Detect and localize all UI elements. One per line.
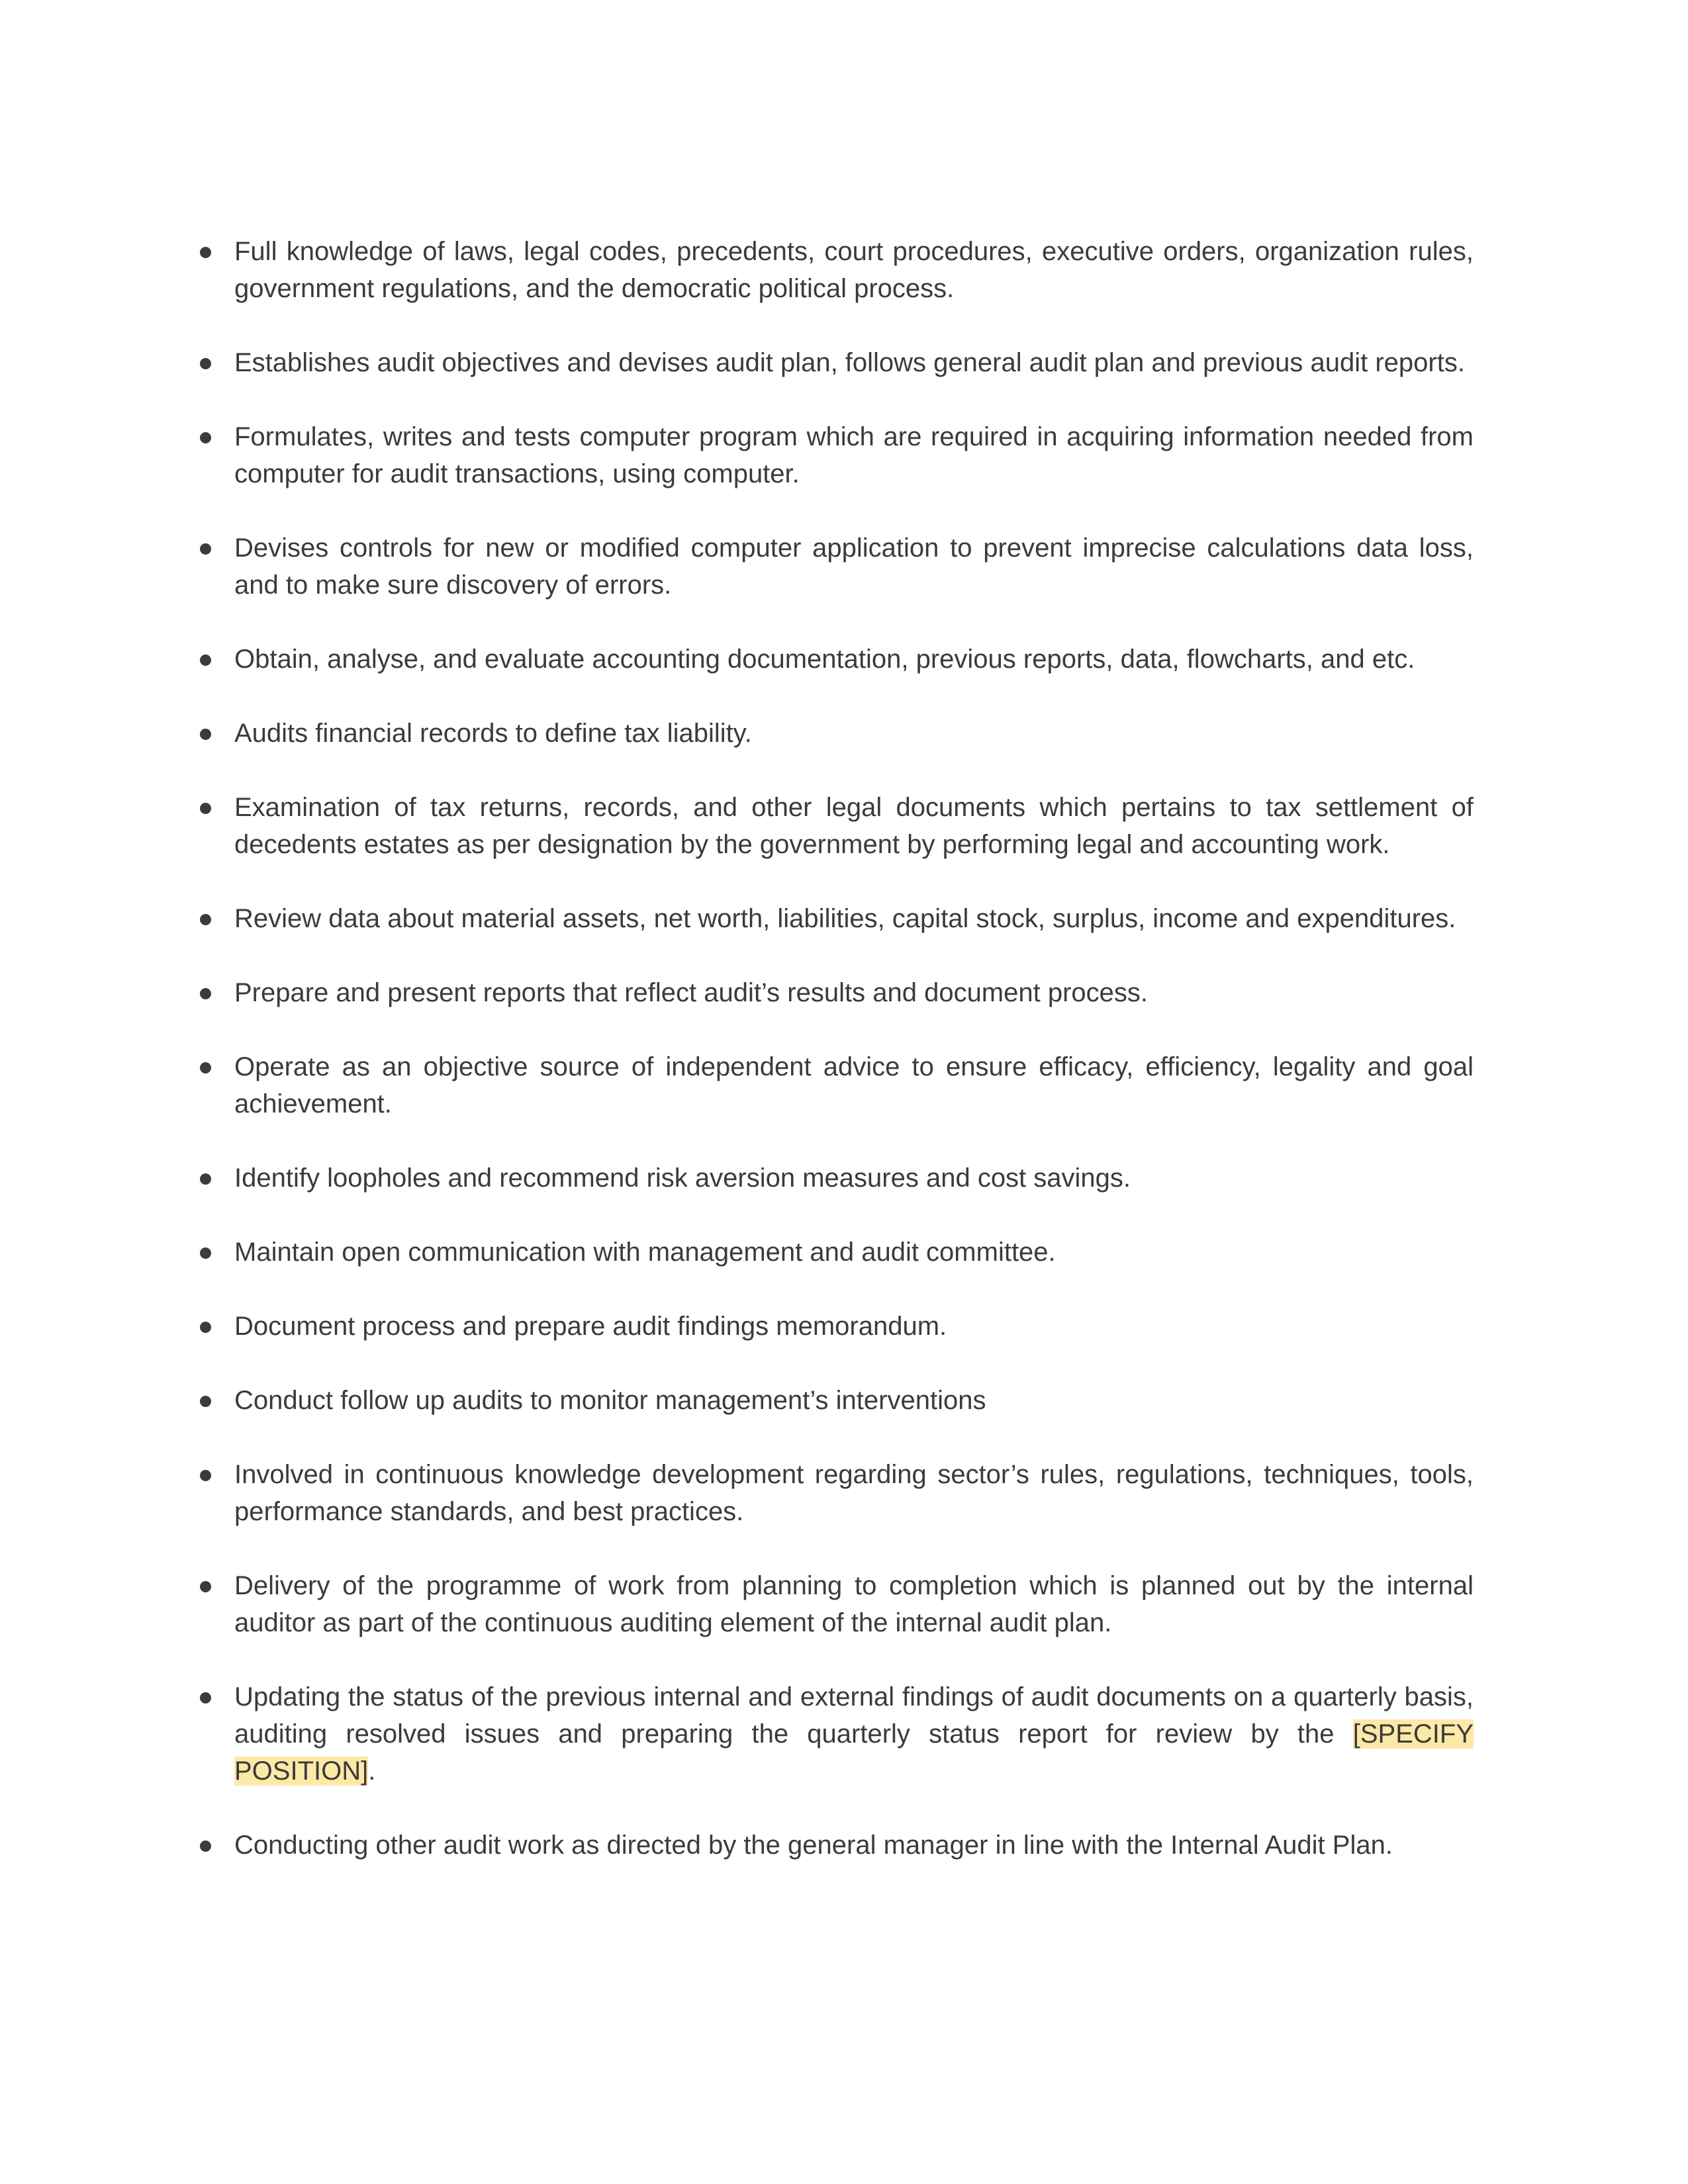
bullet-icon — [200, 1322, 211, 1333]
list-item-text: Full knowledge of laws, legal codes, precedents, court procedures, executive orders, organization rules, government regulations, and the democratic political process. — [234, 237, 1474, 303]
list-item-text: Obtain, analyse, and evaluate accounting documentation, previous reports, data, flowcharts, and etc. — [234, 645, 1415, 674]
bullet-icon — [200, 1062, 211, 1073]
bullet-icon — [200, 247, 211, 258]
list-item — [234, 1234, 1474, 1271]
list-item-text: Examination of tax returns, records, and other legal documents which pertains to tax settlement of decedents estates as per designation by the government by performing legal and accounting work. — [234, 793, 1474, 859]
list-item-text: Establishes audit objectives and devises audit plan, follows general audit plan and previous audit reports. — [234, 348, 1465, 377]
list-item-text: Maintain open communication with management and audit committee. — [234, 1238, 1056, 1267]
bullet-icon — [200, 1581, 211, 1592]
list-item-text: Delivery of the programme of work from planning to completion which is planned out by the internal auditor as part of the continuous auditing element of the internal audit plan. — [234, 1571, 1474, 1637]
bullet-icon — [200, 1841, 211, 1852]
bullet-icon — [200, 655, 211, 666]
list-item-text: Review data about material assets, net worth, liabilities, capital stock, surplus, income and expenditures. — [234, 904, 1456, 933]
list-item-text: Formulates, writes and tests computer program which are required in acquiring information needed from computer for audit transactions, using computer. — [234, 422, 1474, 488]
list-item — [234, 1160, 1474, 1197]
bullet-icon — [200, 1692, 211, 1704]
bullet-icon — [200, 1470, 211, 1481]
bullet-icon — [200, 432, 211, 443]
list-item — [234, 641, 1474, 678]
list-item-text: Operate as an objective source of independent advice to ensure efficacy, efficiency, legality and goal achievement. — [234, 1052, 1474, 1118]
list-item — [234, 344, 1474, 381]
list-item-text: Conducting other audit work as directed by the general manager in line with the Internal Audit Plan. — [234, 1831, 1393, 1860]
list-item — [234, 1678, 1474, 1790]
list-item — [234, 1456, 1474, 1530]
list-item-text: Devises controls for new or modified computer application to prevent imprecise calculations data loss, and to make sure discovery of errors. — [234, 533, 1474, 600]
bullet-icon — [200, 729, 211, 740]
list-item — [234, 974, 1474, 1011]
list-item — [234, 715, 1474, 752]
list-item-text-end: . — [368, 1756, 376, 1786]
bullet-icon — [200, 1248, 211, 1259]
bullet-icon — [200, 543, 211, 555]
list-item — [234, 529, 1474, 604]
list-item-text: Document process and prepare audit findings memorandum. — [234, 1312, 947, 1341]
list-item — [234, 418, 1474, 492]
list-item — [234, 789, 1474, 863]
bullet-icon — [200, 803, 211, 814]
list-item-text: Identify loopholes and recommend risk aversion measures and cost savings. — [234, 1163, 1131, 1193]
list-item — [234, 1827, 1474, 1864]
bullet-icon — [200, 988, 211, 999]
bullet-icon — [200, 914, 211, 925]
list-item-text: Updating the status of the previous internal and external findings of audit documents on a quarterly basis, auditing resolved issues and preparing the quarterly status report for review by the — [234, 1682, 1474, 1749]
list-item — [234, 1048, 1474, 1122]
bullet-icon — [200, 358, 211, 369]
list-item-text: Audits financial records to define tax liability. — [234, 719, 752, 748]
list-item — [234, 1567, 1474, 1641]
list-item — [234, 900, 1474, 937]
specify-position-placeholder: [SPECIFY POSITION] — [234, 1719, 1474, 1786]
bullet-icon — [200, 1173, 211, 1185]
list-item-text: Conduct follow up audits to monitor management’s interventions — [234, 1386, 986, 1415]
list-item-text: Involved in continuous knowledge development regarding sector’s rules, regulations, techniques, tools, performance standards, and best practices. — [234, 1460, 1474, 1526]
list-item — [234, 1382, 1474, 1419]
duties-bullet-list — [0, 233, 1688, 1901]
list-item — [234, 233, 1474, 307]
bullet-icon — [200, 1396, 211, 1407]
list-item-text: Prepare and present reports that reflect audit’s results and document process. — [234, 978, 1149, 1007]
list-item — [234, 1308, 1474, 1345]
